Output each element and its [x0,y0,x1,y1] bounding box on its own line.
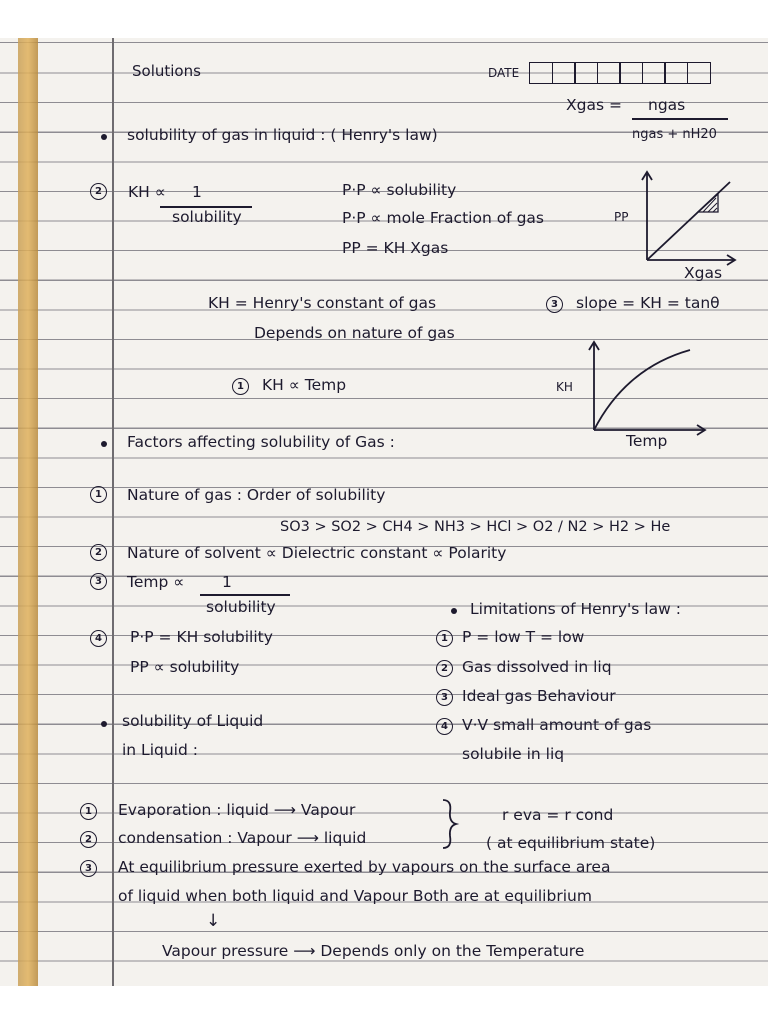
graph2-x-label: Temp [626,432,668,450]
slope-number: 3 [546,296,563,313]
limitation-number-2: 2 [436,660,453,677]
limitation-3: Ideal gas Behaviour [462,687,616,705]
solubility-order: SO3 > SO2 > CH4 > NH3 > HCl > O2 / N2 > H2 > He [280,519,671,535]
limitation-1: P = low T = low [462,628,585,646]
liquid-heading-line-1: solubility of Liquid [122,712,264,730]
margin-line [112,38,114,986]
condensation-line: condensation : Vapour ⟶ liquid [118,829,367,847]
graph1-y-label: PP [614,210,629,224]
pp-solubility: PP ∝ solubility [130,658,240,676]
limitation-number-1: 1 [436,630,453,647]
equilibrium-pressure-line: At equilibrium pressure exerted by vapours on the surface area [118,858,611,876]
page-binding-strip [18,38,38,986]
notebook-page [0,38,768,986]
kh-proportional-lhs: KH ∝ [128,183,166,201]
kh-fraction-numerator: 1 [192,183,202,201]
factor-number-2: 2 [90,544,107,561]
right-brace-icon [440,798,460,850]
xgas-formula-denominator: ngas + nH20 [632,127,717,142]
bullet [101,721,107,727]
page-title: Solutions [132,62,201,80]
limitations-heading: Limitations of Henry's law : [470,600,681,618]
limitation-number-4: 4 [436,718,453,735]
item-number-2: 2 [90,183,107,200]
vapour-pressure-line: Vapour pressure ⟶ Depends only on the Temperature [162,942,585,960]
limitation-4-continuation: solubile in liq [462,745,565,763]
slope-note: slope = KH = tanθ [576,294,720,312]
factor-4-text: P·P = KH solubility [130,628,273,646]
pp-line-2: P·P ∝ mole Fraction of gas [342,209,544,227]
liquid-heading-line-2: in Liquid : [122,741,198,759]
factor-number-3: 3 [90,573,107,590]
evaporation-line: Evaporation : liquid ⟶ Vapour [118,801,356,819]
xgas-formula-lhs: Xgas = [566,96,622,114]
bullet [101,134,107,140]
limitation-2: Gas dissolved in liq [462,658,612,676]
xgas-fraction-bar [632,118,728,120]
date-boxes [529,62,709,84]
factors-heading: Factors affecting solubility of Gas : [127,433,395,451]
equilibrium-pressure-continuation: of liquid when both liquid and Vapour Both are at equilibrium [118,887,592,905]
factor-number-4: 4 [90,630,107,647]
bullet [101,441,107,447]
graph2-y-label: KH [556,380,573,394]
temp-fraction-bar [200,594,290,596]
kh-fraction-denominator: solubility [172,208,242,226]
factor-1-text: Nature of gas : Order of solubility [127,486,386,504]
pp-line-3: PP = KH Xgas [342,239,449,257]
kh-vs-temp-graph [586,338,716,438]
limitation-4: V·V small amount of gas [462,716,652,734]
kh-definition: KH = Henry's constant of gas [208,294,437,312]
kh-temp: KH ∝ Temp [262,376,347,394]
temp-fraction-denominator: solubility [206,598,276,616]
xgas-formula-numerator: ngas [648,96,686,114]
equilibrium-state: ( at equilibrium state) [486,834,656,852]
evap-number-3: 3 [80,860,97,877]
henry-law-heading: solubility of gas in liquid : ( Henry's law) [127,126,438,144]
limitation-number-3: 3 [436,689,453,706]
date-label: DATE [488,66,520,80]
evap-number-1: 1 [80,803,97,820]
down-arrow-icon: ↓ [206,911,221,931]
factor-number-1: 1 [90,486,107,503]
kh-depends: Depends on nature of gas [254,324,455,342]
bullet [451,608,457,614]
evap-number-2: 2 [80,831,97,848]
factor-3-text: Temp ∝ [127,573,185,591]
pp-line-1: P·P ∝ solubility [342,181,457,199]
rate-equal: r eva = r cond [502,806,614,824]
kh-temp-number: 1 [232,378,249,395]
graph1-x-label: Xgas [684,264,723,282]
temp-fraction-numerator: 1 [222,573,232,591]
factor-2-text: Nature of solvent ∝ Dielectric constant ∝ Polarity [127,544,507,562]
